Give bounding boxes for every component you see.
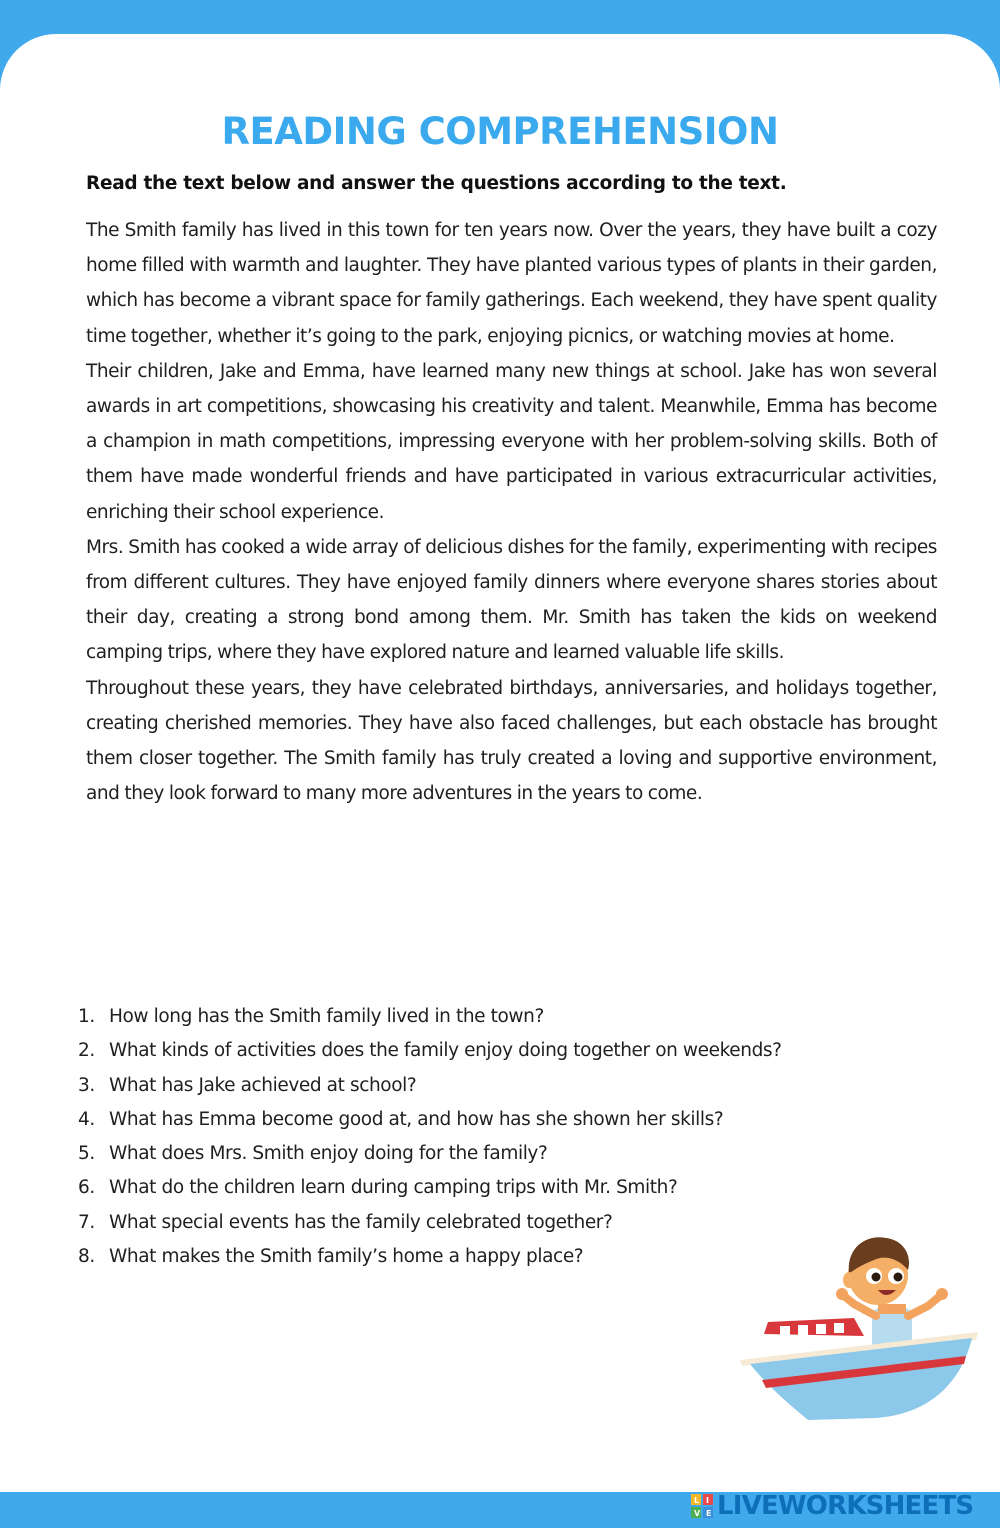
question-number: 1. bbox=[78, 1006, 95, 1027]
question-number: 4. bbox=[78, 1108, 95, 1130]
question-text: What do the children learn during camping trips with Mr. Smith? bbox=[109, 1177, 678, 1199]
passage-paragraph: Throughout these years, they have celebrated birthdays, anniversaries, and holidays together, creating cherished memories. They have also faced challenges, but each obstacle has brought them closer together. The Smith family has truly created a loving and supportive environment, and they look forward to many more adventures in the years to come. bbox=[86, 677, 937, 805]
question-number: 2. bbox=[78, 1040, 95, 1062]
question-item bbox=[78, 1000, 938, 1034]
passage-paragraph: The Smith family has lived in this town for ten years now. Over the years, they have built a cozy home filled with warmth and laughter. They have planted various types of plants in their garden, which has become a vibrant space for family gatherings. Each weekend, they have spent quality time together, whether it’s going to the park, enjoying picnics, or watching movies at home. bbox=[86, 220, 937, 347]
svg-text:E: E bbox=[706, 1509, 712, 1518]
question-text: How long has the Smith family lived in the town? bbox=[109, 1006, 544, 1027]
question-number: 3. bbox=[78, 1074, 95, 1096]
svg-text:L: L bbox=[694, 1496, 700, 1505]
liveworksheets-logo-icon bbox=[691, 1494, 713, 1518]
question-text: What special events has the family celebrated together? bbox=[109, 1211, 613, 1233]
question-item bbox=[78, 1137, 938, 1171]
brand-footer bbox=[691, 1489, 973, 1523]
boy-in-boat-illustration bbox=[736, 1230, 986, 1430]
instruction-text: Read the text below and answer the questions according to the text. bbox=[86, 173, 787, 194]
passage-paragraph: Their children, Jake and Emma, have learned many new things at school. Jake has won several awards in art competitions, showcasing his creativity and talent. Meanwhile, Emma has become a champion in math competitions, impressing everyone with her problem-solving skills. Both of them have made wonderful friends and have participated in various extracurricular activities, enriching their school experience. bbox=[86, 360, 937, 523]
question-number: 7. bbox=[78, 1211, 95, 1233]
question-text: What makes the Smith family’s home a happy place? bbox=[109, 1246, 584, 1268]
question-item bbox=[78, 1103, 938, 1137]
question-text: What has Emma become good at, and how has she shown her skills? bbox=[109, 1108, 724, 1130]
question-number: 6. bbox=[78, 1177, 95, 1199]
brand-name: LIVEWORKSHEETS bbox=[717, 1491, 974, 1521]
page-title: READING COMPREHENSION bbox=[221, 110, 779, 153]
question-number: 8. bbox=[78, 1246, 95, 1268]
question-item bbox=[78, 1171, 938, 1205]
question-text: What kinds of activities does the family enjoy doing together on weekends? bbox=[109, 1040, 782, 1062]
question-text: What does Mrs. Smith enjoy doing for the family? bbox=[109, 1143, 548, 1165]
reading-passage bbox=[86, 213, 937, 811]
question-number: 5. bbox=[78, 1143, 95, 1165]
question-text: What has Jake achieved at school? bbox=[109, 1074, 417, 1096]
svg-text:V: V bbox=[694, 1509, 701, 1518]
question-item bbox=[78, 1034, 938, 1068]
passage-paragraph: Mrs. Smith has cooked a wide array of delicious dishes for the family, experimenting with recipes from different cultures. They have enjoyed family dinners where everyone shares stories about their day, creating a strong bond among them. Mr. Smith has taken the kids on weekend camping trips, where they have explored nature and learned valuable life skills. bbox=[86, 536, 937, 664]
question-item bbox=[78, 1069, 938, 1103]
svg-text:I: I bbox=[706, 1496, 709, 1505]
